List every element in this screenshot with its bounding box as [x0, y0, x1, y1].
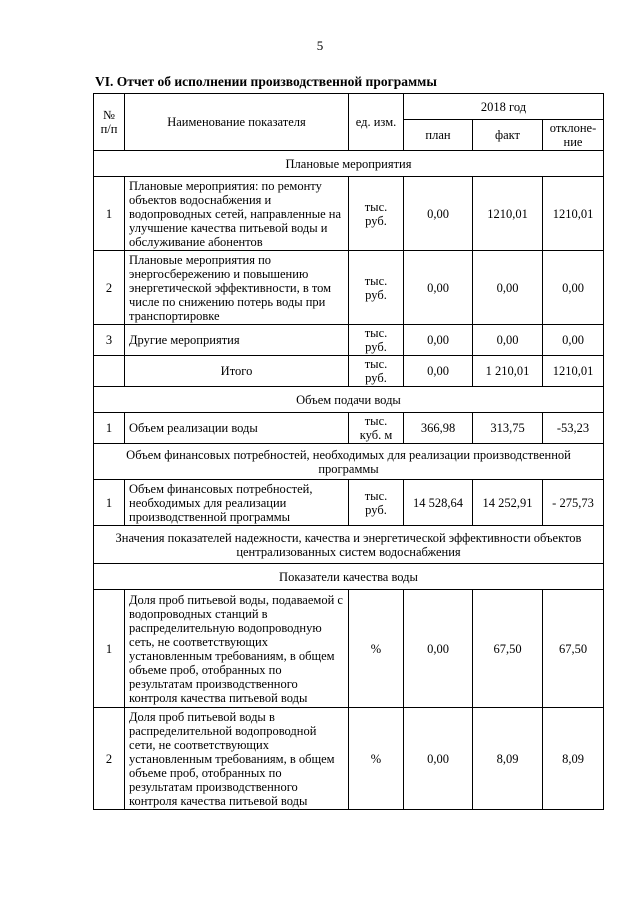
- header-fact: факт: [473, 120, 543, 151]
- row-num: 1: [94, 177, 125, 251]
- row-fact: 8,09: [473, 708, 543, 810]
- row-num: 3: [94, 325, 125, 356]
- row-name: Доля проб питьевой воды в распределительной водопроводной сети, не соответствующих установленным требованиям, в общем объеме проб, отобранных по результатам производственного контроля качества питьевой воды: [125, 708, 349, 810]
- row-unit: %: [349, 590, 404, 708]
- row-deviation: 1210,01: [543, 356, 604, 387]
- row-unit: %: [349, 708, 404, 810]
- row-num: 1: [94, 590, 125, 708]
- row-deviation: 0,00: [543, 325, 604, 356]
- section-row-reliability: [94, 526, 604, 564]
- page-number: 5: [316, 38, 324, 53]
- row-fact: 67,50: [473, 590, 543, 708]
- section-title-reliability: Значения показателей надежности, качества и энергетической эффективности объектов централизованных систем водоснабжения: [94, 526, 604, 564]
- row-name: Плановые мероприятия: по ремонту объектов водоснабжения и водопроводных сетей, направленные на улучшение качества питьевой воды и обслуживание абонентов: [125, 177, 349, 251]
- header-name: Наименование показателя: [125, 94, 349, 151]
- section-row-quality: [94, 564, 604, 590]
- row-name: Объем финансовых потребностей, необходимых для реализации производственной программы: [125, 480, 349, 526]
- table-row: [94, 708, 604, 810]
- row-fact: 14 252,91: [473, 480, 543, 526]
- section-row-planned: [94, 151, 604, 177]
- row-unit: тыс. руб.: [349, 480, 404, 526]
- row-plan: 0,00: [404, 590, 473, 708]
- row-unit: тыс. руб.: [349, 251, 404, 325]
- row-plan: 0,00: [404, 251, 473, 325]
- row-plan: 0,00: [404, 325, 473, 356]
- row-plan: 0,00: [404, 356, 473, 387]
- row-plan: 0,00: [404, 708, 473, 810]
- total-row: [94, 356, 604, 387]
- table-header-row: [94, 94, 604, 120]
- row-deviation: 67,50: [543, 590, 604, 708]
- production-program-report-table: [93, 93, 604, 810]
- row-unit: тыс. руб.: [349, 325, 404, 356]
- section-title-quality: Показатели качества воды: [94, 564, 604, 590]
- row-unit: тыс. руб.: [349, 177, 404, 251]
- row-fact: 313,75: [473, 413, 543, 444]
- row-name: Объем реализации воды: [125, 413, 349, 444]
- section-row-supply: [94, 387, 604, 413]
- row-deviation: - 275,73: [543, 480, 604, 526]
- header-plan: план: [404, 120, 473, 151]
- row-deviation: 8,09: [543, 708, 604, 810]
- row-deviation: 0,00: [543, 251, 604, 325]
- row-num: 2: [94, 708, 125, 810]
- row-name: Другие мероприятия: [125, 325, 349, 356]
- table-row: [94, 413, 604, 444]
- section-title-planned: Плановые мероприятия: [94, 151, 604, 177]
- table-row: [94, 251, 604, 325]
- row-deviation: 1210,01: [543, 177, 604, 251]
- header-num: № п/п: [94, 94, 125, 151]
- row-fact: 1 210,01: [473, 356, 543, 387]
- row-name: Плановые мероприятия по энергосбережению и повышению энергетической эффективности, в том числе по снижению потерь воды при транспортировке: [125, 251, 349, 325]
- section-title: VI. Отчет об исполнении производственной программы: [95, 74, 437, 89]
- table-row: [94, 480, 604, 526]
- header-unit: ед. изм.: [349, 94, 404, 151]
- row-fact: 0,00: [473, 325, 543, 356]
- row-unit: тыс. руб.: [349, 356, 404, 387]
- row-num: 1: [94, 413, 125, 444]
- row-plan: 0,00: [404, 177, 473, 251]
- row-num: 1: [94, 480, 125, 526]
- section-title-supply: Объем подачи воды: [94, 387, 604, 413]
- section-title-finance: Объем финансовых потребностей, необходимых для реализации производственной программы: [94, 444, 604, 480]
- row-plan: 366,98: [404, 413, 473, 444]
- row-fact: 1210,01: [473, 177, 543, 251]
- row-num: [94, 356, 125, 387]
- row-deviation: -53,23: [543, 413, 604, 444]
- total-label: Итого: [125, 356, 349, 387]
- row-name: Доля проб питьевой воды, подаваемой с водопроводных станций в распределительную водопроводную сеть, не соответствующих установленным требованиям, в общем объеме проб, отобранных по результатам производственного контроля качества питьевой воды: [125, 590, 349, 708]
- row-plan: 14 528,64: [404, 480, 473, 526]
- row-fact: 0,00: [473, 251, 543, 325]
- table-row: [94, 590, 604, 708]
- header-deviation: отклоне-ние: [543, 120, 604, 151]
- row-num: 2: [94, 251, 125, 325]
- table-row: [94, 325, 604, 356]
- header-year: 2018 год: [404, 94, 604, 120]
- table-row: [94, 177, 604, 251]
- row-unit: тыс. куб. м: [349, 413, 404, 444]
- section-row-finance: [94, 444, 604, 480]
